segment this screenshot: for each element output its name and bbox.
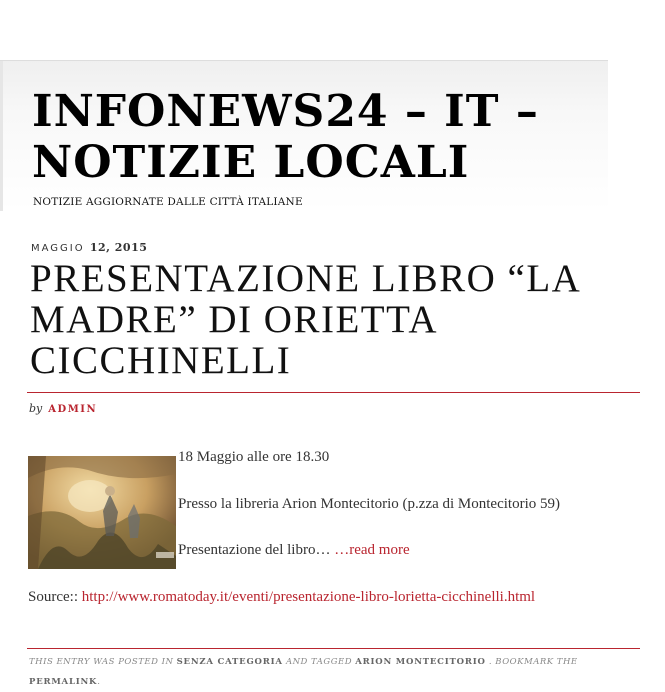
post-date-dayyear: 12, 2015	[89, 241, 148, 254]
meta-end: .	[97, 677, 101, 687]
byline	[29, 402, 97, 415]
entry-meta	[29, 652, 629, 692]
entry-line-location: Presso la libreria Arion Montecitorio (p.zza di Montecitorio 59)	[178, 496, 560, 512]
post-title[interactable]: PRESENTAZIONE LIBRO “LA MADRE” DI ORIETTA CICCHINELLI	[30, 257, 580, 382]
source-link[interactable]: http://www.romatoday.it/eventi/presentazione-libro-lorietta-cicchinelli.html	[81, 589, 536, 605]
source-line	[28, 589, 535, 606]
book-cover-image	[28, 456, 176, 569]
read-more-link[interactable]: …read more	[334, 542, 410, 558]
book-cover-thumbnail[interactable]	[28, 456, 176, 569]
footer-divider	[27, 648, 640, 649]
entry-line-date: 18 Maggio alle ore 18.30	[178, 449, 330, 465]
title-divider	[27, 392, 640, 393]
post-date[interactable]	[31, 241, 147, 254]
tagged-label: AND TAGGED	[285, 657, 353, 667]
source-label: Source::	[28, 589, 78, 605]
post-date-month: MAGGIO	[31, 243, 85, 254]
category-link[interactable]: SENZA CATEGORIA	[176, 657, 283, 667]
posted-in-label: THIS ENTRY WAS POSTED IN	[29, 657, 174, 667]
permalink-link[interactable]: PERMALINK	[29, 677, 98, 687]
tag-link[interactable]: ARION MONTECITORIO	[355, 657, 486, 667]
excerpt-text: Presentazione del libro…	[178, 542, 335, 558]
author-link[interactable]: ADMIN	[48, 404, 98, 415]
entry-line-excerpt	[178, 542, 410, 559]
byline-label: by	[29, 402, 43, 415]
site-description: NOTIZIE AGGIORNATE DALLE CITTÀ ITALIANE	[33, 196, 303, 208]
bookmark-label: . BOOKMARK THE	[488, 657, 578, 667]
site-title[interactable]: INFONEWS24 – IT – NOTIZIE LOCALI	[32, 86, 539, 188]
